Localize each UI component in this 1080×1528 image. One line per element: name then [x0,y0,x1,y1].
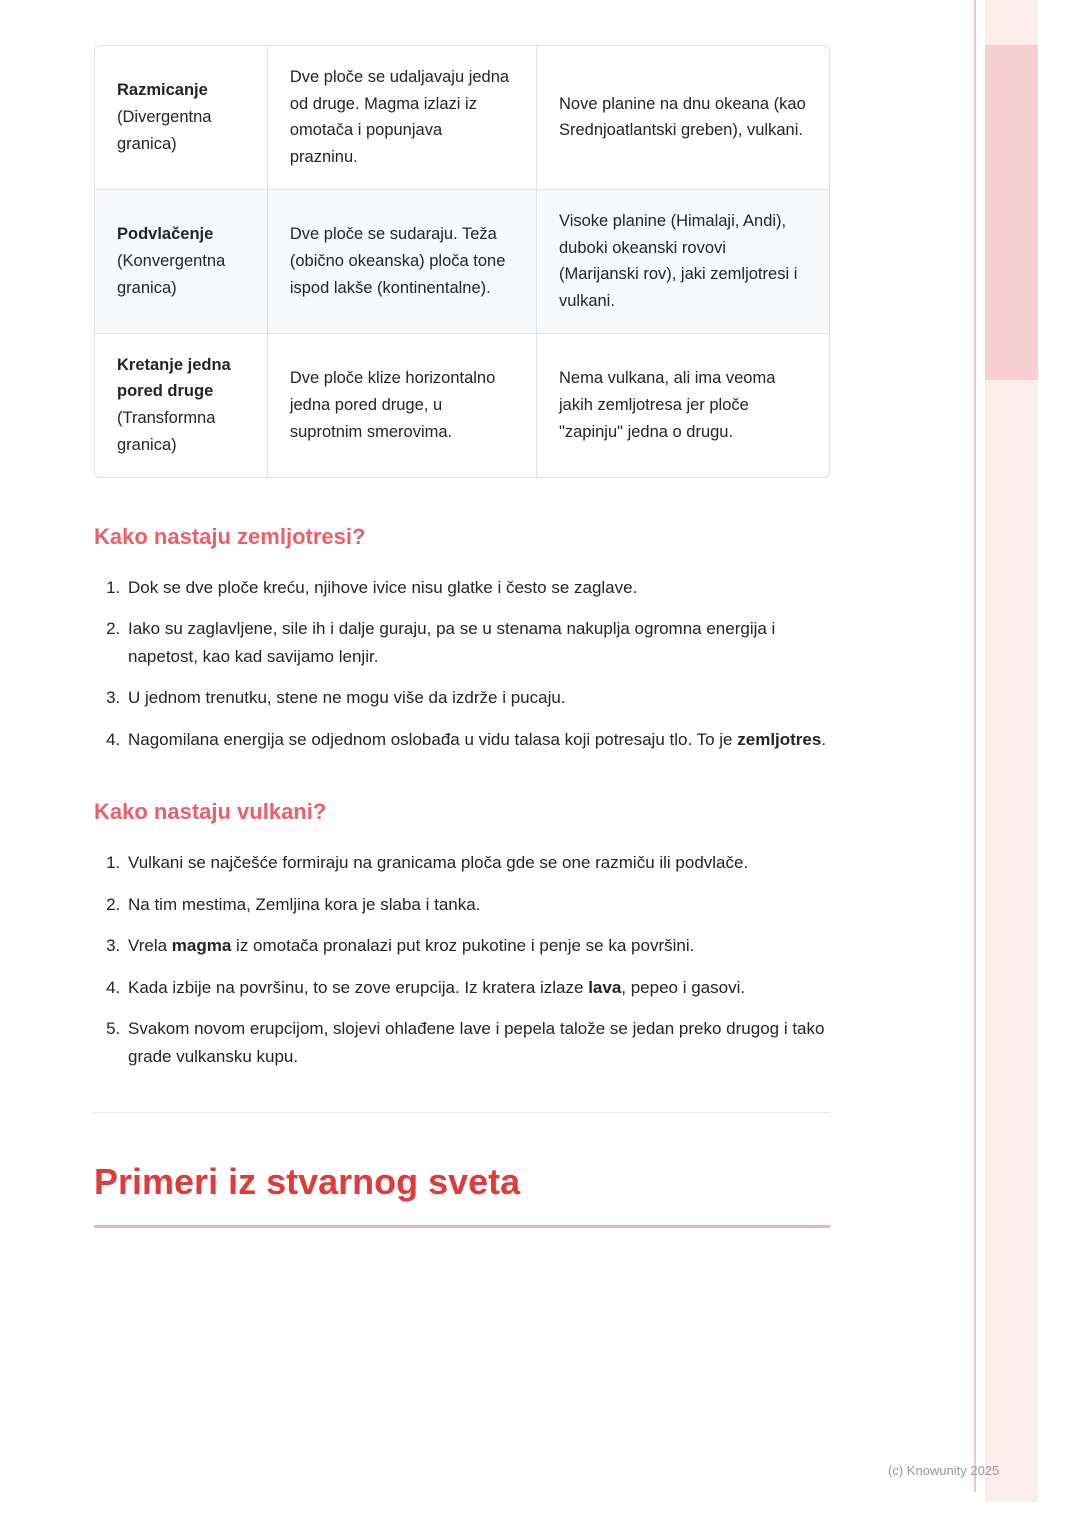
description-cell: Dve ploče se udaljavaju jedna od druge. Magma izlazi iz omotača i popunjava prazninu. [268,46,537,190]
list-item-text: iz omotača pronalazi put kroz pukotine i penje se ka površini. [231,936,695,956]
result-cell: Nema vulkana, ali ima veoma jakih zemljotresa jer ploče "zapinju" jedna o drugu. [558,369,776,441]
section-heading-volcanoes: Kako nastaju vulkani? [94,799,327,825]
table-row [95,46,829,190]
term-label: Podvlačenje [117,225,214,244]
term-cell [95,190,268,334]
description-cell: Dve ploče klize horizontalno jedna pored druge, u suprotnim smerovima. [268,334,537,477]
list-item [125,726,830,754]
watermark: (c) Knowunity 2025 [888,1463,1000,1478]
list-item-bold: magma [171,936,232,956]
list-item-text: Na tim mestima, Zemljina kora je slaba i tanka. [128,894,481,914]
scrollbar-thumb[interactable] [985,45,1038,380]
list-item-text: , pepeo i gasovi. [621,977,746,997]
list-item-text: Vrela [128,936,172,956]
table-row [95,190,829,334]
list-item [125,974,830,1002]
term-cell [95,46,268,190]
list-item [125,1015,830,1070]
section-heading-earthquakes: Kako nastaju zemljotresi? [94,523,366,549]
term-label: Kretanje jedna pored druge [117,355,231,401]
list-item-text: U jednom trenutku, stene ne mogu više da izdrže i pucaju. [128,688,566,708]
list-item-bold: zemljotres [737,729,822,749]
list-item-text: Iako su zaglavljene, sile ih i dalje guraju, pa se u stenama nakuplja ogromna energija i napetost, kao kad savijamo lenjir. [128,619,776,666]
earthquake-steps-list [94,574,830,754]
list-item-bold: lava [588,977,622,997]
list-item-text: Vulkani se najčešće formiraju na granicama ploča gde se one razmiču ili podvlače. [128,853,749,873]
section-divider [94,1112,830,1113]
result-cell: Nove planine na dnu okeana (kao Srednjoatlantski greben), vulkani. [537,46,829,190]
list-item-text: Nagomilana energija se odjednom oslobađa u vidu talasa koji potresaju tlo. To je [128,729,738,749]
scrollbar-track[interactable] [985,0,1038,1502]
term-cell [95,334,268,477]
plate-boundaries-table [94,45,830,478]
result-cell: Visoke planine (Himalaji, Andi), duboki okeanski rovovi (Marijanski rov), jaki zemljotresi i vulkani. [537,190,829,334]
list-item [125,849,830,877]
list-item-text: . [821,729,827,749]
list-item [125,891,830,919]
term-sub-label: (Divergentna granica) [117,108,212,153]
volcano-steps-list [94,849,830,1070]
list-item [125,574,830,602]
list-item [125,932,830,960]
page-edge-line [974,0,976,1492]
document-content [94,45,830,1228]
list-item [125,684,830,712]
list-item [125,615,830,670]
term-sub-label: (Transformna granica) [117,409,216,454]
description-cell: Dve ploče se sudaraju. Teža (obično okeanska) ploča tone ispod lakše (kontinentalne). [268,190,537,334]
term-sub-label: (Konvergentna granica) [117,251,226,297]
page-title: Primeri iz stvarnog sveta [94,1161,830,1228]
list-item-text: Dok se dve ploče kreću, njihove ivice nisu glatke i često se zaglave. [128,577,638,597]
table-row [95,334,829,477]
term-label: Razmicanje [117,81,208,100]
list-item-text: Kada izbije na površinu, to se zove erupcija. Iz kratera izlaze [128,977,589,997]
list-item-text: Svakom novom erupcijom, slojevi ohlađene lave i pepela talože se jedan preko drugog i tako grade vulkansku kupu. [128,1019,825,1066]
